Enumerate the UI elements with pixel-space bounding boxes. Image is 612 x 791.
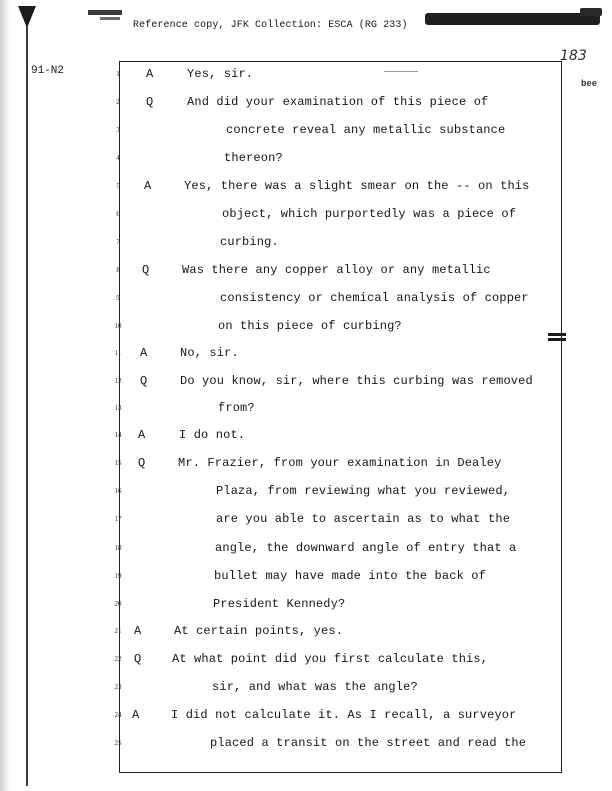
scan-corner-mark [18, 6, 36, 28]
line-text: Mr. Frazier, from your examination in Dealey [178, 456, 502, 470]
speaker-label: A [144, 179, 152, 193]
line-number: 5 [116, 182, 120, 190]
line-number: 19 [114, 572, 122, 580]
transcript-line [0, 597, 612, 621]
scan-smudge [88, 10, 122, 15]
line-number: 8 [116, 266, 120, 274]
transcript-line [0, 179, 612, 203]
transcript-line [0, 736, 612, 760]
transcript-line [0, 319, 612, 343]
line-number: 7 [116, 238, 120, 246]
scan-smudge [100, 17, 120, 20]
line-number: 3 [116, 126, 120, 134]
transcript-line [0, 123, 612, 147]
transcript-line [0, 652, 612, 676]
margin-code: 91-N2 [31, 65, 65, 77]
line-text: concrete reveal any metallic substance [226, 123, 506, 137]
line-text: I did not calculate it. As I recall, a surveyor [171, 708, 517, 722]
speaker-label: A [132, 708, 140, 722]
line-text: consistency or chemical analysis of copper [220, 291, 529, 305]
line-text: Yes, sir. [187, 67, 254, 81]
line-text: are you able to ascertain as to what the [216, 512, 511, 526]
redaction-bar [425, 13, 600, 25]
speaker-label: A [146, 67, 154, 81]
transcript-line [0, 428, 612, 452]
transcript-line [0, 456, 612, 480]
transcript-line [0, 291, 612, 315]
line-number: 21 [114, 627, 122, 635]
speaker-label: A [138, 428, 146, 442]
transcript-line [0, 624, 612, 648]
line-number: 16 [114, 487, 122, 495]
line-text: angle, the downward angle of entry that a [215, 541, 517, 555]
line-text: object, which purportedly was a piece of [222, 207, 517, 221]
transcript-line [0, 151, 612, 175]
speaker-label: Q [138, 456, 146, 470]
line-number: 10 [114, 322, 122, 330]
line-number: 17 [114, 515, 122, 523]
speaker-label: Q [142, 263, 150, 277]
line-text: No, sir. [180, 346, 239, 360]
line-number: 14 [114, 431, 122, 439]
transcript-line [0, 569, 612, 593]
transcript-line [0, 207, 612, 231]
line-number: 4 [116, 154, 120, 162]
line-number: 9 [116, 294, 120, 302]
line-text: sir, and what was the angle? [212, 680, 418, 694]
line-text: placed a transit on the street and read the [210, 736, 527, 750]
line-text: Do you know, sir, where this curbing was removed [180, 374, 533, 388]
line-number: 22 [114, 655, 122, 663]
line-text: bullet may have made into the back of [214, 569, 486, 583]
line-number: 2 [116, 98, 120, 106]
transcript-line [0, 346, 612, 370]
page-tag: bee [581, 79, 598, 89]
transcript-line [0, 374, 612, 398]
transcript-line [0, 680, 612, 704]
line-number: 12 [114, 377, 122, 385]
transcript-line [0, 67, 612, 91]
speaker-label: A [140, 346, 148, 360]
transcript-line [0, 95, 612, 119]
speaker-label: A [134, 624, 142, 638]
line-text: from? [218, 401, 255, 415]
line-text: President Kennedy? [213, 597, 346, 611]
line-text: And did your examination of this piece of [187, 95, 489, 109]
transcript-line [0, 401, 612, 425]
line-number: 20 [114, 600, 122, 608]
line-text: I do not. [179, 428, 246, 442]
line-number: 23 [114, 683, 122, 691]
line-text: Was there any copper alloy or any metallic [182, 263, 491, 277]
line-text: Plaza, from reviewing what you reviewed, [216, 484, 511, 498]
line-number: 11 [114, 349, 122, 357]
line-number: 24 [114, 711, 122, 719]
transcript-line [0, 484, 612, 508]
speaker-label: Q [140, 374, 148, 388]
line-number: 15 [114, 459, 122, 467]
line-text: At certain points, yes. [174, 624, 344, 638]
page-number: 183 [560, 48, 587, 64]
line-number: 25 [114, 739, 122, 747]
transcript-line [0, 512, 612, 536]
line-text: thereon? [224, 151, 283, 165]
speaker-label: Q [146, 95, 154, 109]
transcript-line [0, 708, 612, 732]
line-text: At what point did you first calculate this, [172, 652, 489, 666]
line-number: 13 [114, 404, 122, 412]
line-text: on this piece of curbing? [218, 319, 402, 333]
reference-header: Reference copy, JFK Collection: ESCA (RG 233) [133, 20, 408, 31]
redaction-bar-tail [580, 8, 602, 16]
transcript-line [0, 235, 612, 259]
line-text: curbing. [220, 235, 279, 249]
line-text: Yes, there was a slight smear on the -- on this [184, 179, 530, 193]
line-number: 6 [116, 210, 120, 218]
transcript-line [0, 541, 612, 565]
speaker-label: Q [134, 652, 142, 666]
transcript-line [0, 263, 612, 287]
line-number: 1 [116, 70, 120, 78]
line-number: 18 [114, 544, 122, 552]
